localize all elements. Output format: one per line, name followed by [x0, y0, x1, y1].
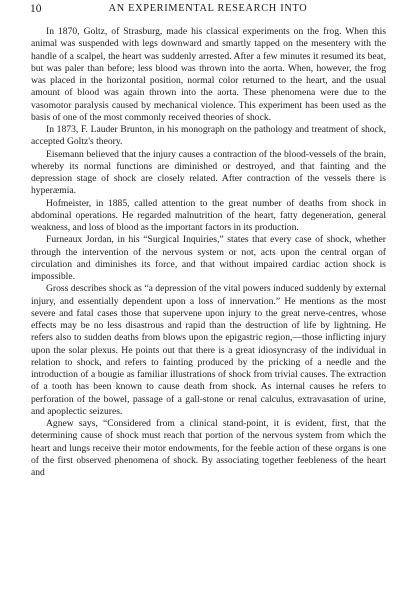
body-text: [31, 26, 386, 479]
paragraph-brunton: In 1873, F. Lauder Brunton, in his monograph on the pathology and treatment of shock, accepted Goltz's theory.: [31, 124, 386, 148]
paragraph-gross: Gross describes shock as “a depression of the vital powers induced suddenly by external injury, and essentially dependent upon a loss of innervation.” He mentions as the most severe and fatal cases those that supervene upon injury to the great nerve-centres, whose effects may be no less disastrous and rapid than the destruction of life by lightning. He refers also to sudden deaths from blows upon the epigastric region,—those inflicting injury upon the solar plexus. He points out that there is a great idiosyncrasy of the individual in relation to shock, and refers to fainting produced by the pricking of a needle and the introduction of a bougie as familiar illustrations of shock from trivial causes. The extraction of a tooth has been known to cause death from shock. As internal causes he refers to perforation of the bowel, passage of a gall-stone or renal calculus, extravasation of urine, and apoplectic seizures.: [31, 283, 386, 417]
page-number: 10: [30, 3, 42, 15]
paragraph-goltz: In 1870, Goltz, of Strasburg, made his classical experiments on the frog. When this animal was suspended with legs downward and smartly tapped on the mesentery with the handle of a scalpel, the heart was suddenly arrested. After a few minutes it resumed its beat, but was paler than before; less blood was thrown into the aorta. When, however, the frog was placed in the horizontal position, normal color returned to the heart, and the usual amount of blood was again thrown into the aorta. These phenomena were due to the vasomotor paralysis caused by mechanical violence. This experiment has been used as the basis of one of the most commonly received theories of shock.: [31, 26, 386, 123]
page-header: [30, 3, 386, 19]
running-title: AN EXPERIMENTAL RESEARCH INTO: [108, 3, 308, 14]
paragraph-agnew: Agnew says, “Considered from a clinical stand-point, it is evident, first, that the determining cause of shock must reach that portion of the nervous system from which the heart and lungs receive their motor endowments, for the feeble action of these organs is one of the first observed phenomena of shock. By associating together feebleness of the heart and: [31, 418, 386, 478]
paragraph-jordan: Furneaux Jordan, in his “Surgical Inquiries,” states that every case of shock, whether through the intervention of the nervous system or not, acts upon the central organ of circulation and diminishes its force, and that without impaired cardiac action shock is impossible.: [31, 234, 386, 282]
paragraph-hofmeister: Hofmeister, in 1885, called attention to the great number of deaths from shock in abdominal operations. He regarded malnutrition of the heart, fatty degeneration, general weakness, and loss of blood as the important factors in its production.: [31, 197, 386, 233]
paragraph-eisemann: Eisemann believed that the injury causes a contraction of the blood-vessels of the brain, whereby its normal functions are diminished or destroyed, and that fainting and the depression stage of shock are closely related. After contraction of the vessels there is hyperæmia.: [31, 148, 386, 197]
